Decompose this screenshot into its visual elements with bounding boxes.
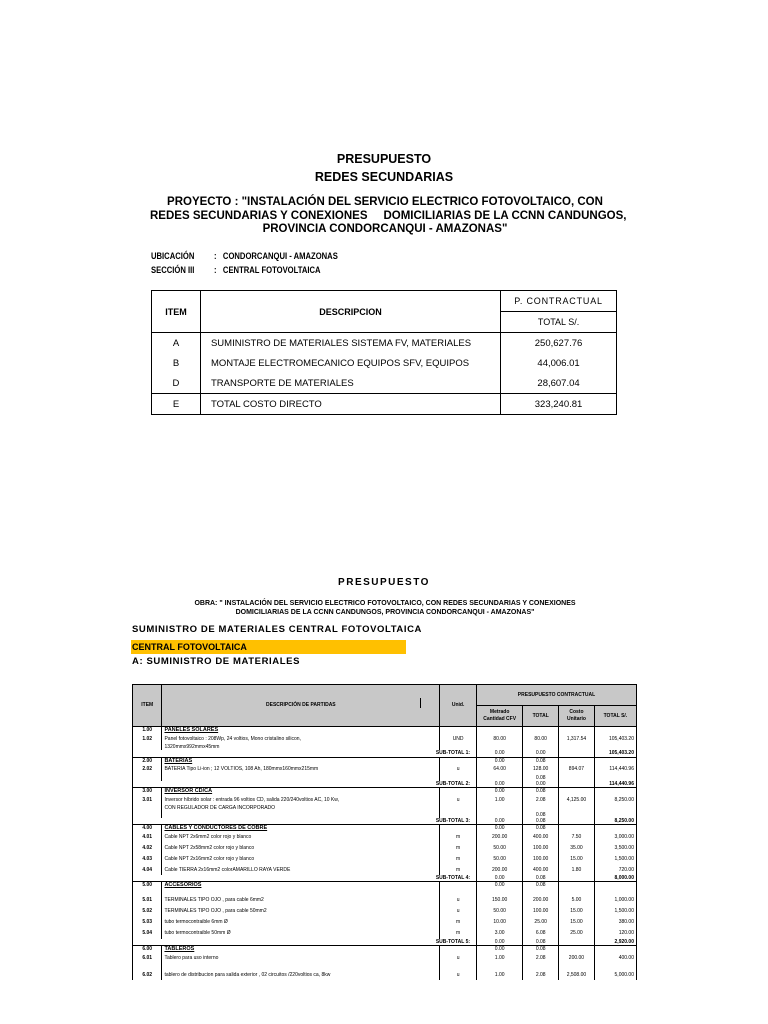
cell-metrado: 0.00 [477, 946, 523, 953]
h-unid: Unid. [440, 685, 477, 727]
table-row [133, 864, 637, 875]
cell-totals: 114,440.96 [594, 764, 636, 775]
cell-unid: u [440, 969, 477, 980]
cell-totals: 120.00 [594, 928, 636, 939]
table-row [133, 928, 637, 939]
subtotal-label: SUB-TOTAL 1: [133, 750, 477, 757]
cell-unid: u [440, 952, 477, 963]
cell-item: 3.00 [133, 788, 162, 795]
cell-desc: tubo termocontraible 6mm Ø [162, 917, 440, 928]
subtotal-label: SUB-TOTAL 3: [133, 818, 477, 825]
cell-total: 2.08 [523, 794, 559, 805]
cell-costo [559, 875, 595, 882]
cell-item: 4.00 [133, 825, 162, 832]
cell-totals: 720.00 [594, 864, 636, 875]
section-header: SUMINISTRO DE MATERIALES CENTRAL FOTOVOLTAICA [132, 624, 423, 635]
project-line-1: PROYECTO : "INSTALACIÓN DEL SERVICIO ELECTRICO FOTOVOLTAICO, CON [167, 196, 603, 208]
cell-total: 0.00 [523, 750, 559, 757]
cell-desc: Inversor híbrido solar : entrada 96 voltios CD, salida 220/240voltios AC, 10 Kw, [162, 794, 440, 805]
cell-item: 5.02 [133, 906, 162, 917]
table-row [133, 969, 637, 980]
cell-costo [559, 781, 595, 788]
cell-costo [559, 757, 595, 764]
cell-item: 5.00 [133, 882, 162, 889]
cell-total: 0.08 [523, 775, 559, 781]
table-row [152, 333, 617, 354]
subtotal-label: SUB-TOTAL 2: [133, 781, 477, 788]
cell-totals: 5,000.00 [594, 969, 636, 980]
cell-total: 200.00 [523, 895, 559, 906]
table-row [133, 733, 637, 744]
cell-item: 5.04 [133, 928, 162, 939]
h-desc-label: DESCRIPCIÓN DE PARTIDAS [266, 702, 336, 709]
cell-totals [594, 882, 636, 889]
ubicacion-value: : CONDORCANQUI - AMAZONAS [214, 251, 338, 261]
cell-metrado: 0.00 [477, 781, 523, 788]
h-metrado: Metrado Cantidad CFV [477, 706, 523, 727]
cell-desc: BATERIA Tipo Li-ion ; 12 VOLTIOS, 108 Ah, 180mmx160mmx215mm [162, 764, 440, 775]
cell-item: 4.02 [133, 842, 162, 853]
cell-totals [594, 825, 636, 832]
cell-total: 100.00 [523, 853, 559, 864]
cell-desc: Tablero para uso interno [162, 952, 440, 963]
table-row [152, 373, 617, 394]
row-total: 44,006.01 [501, 353, 617, 373]
cell-costo: 1,317.54 [559, 733, 595, 744]
cell-desc: CON REGULADOR DE CARGA INCORPORADO [162, 805, 440, 811]
table-row [133, 895, 637, 906]
col-pc-header: P. CONTRACTUAL [501, 291, 617, 312]
table-row [133, 831, 637, 842]
table-row [133, 853, 637, 864]
cell-total: 80.00 [523, 733, 559, 744]
cell-item: 4.04 [133, 864, 162, 875]
project-line-2: REDES SECUNDARIAS Y CONEXIONES DOMICILIARIAS DE LA CCNN CANDUNGOS, [150, 209, 627, 222]
table-row [133, 842, 637, 853]
cell-unid [440, 788, 477, 795]
cell-unid: u [440, 764, 477, 775]
cell-costo: 4,125.00 [559, 794, 595, 805]
cell-metrado: 64.00 [477, 764, 523, 775]
cell-costo: 15.00 [559, 853, 595, 864]
cell-item: 5.03 [133, 917, 162, 928]
row-item: D [152, 373, 201, 394]
cell-total: 0.08 [523, 812, 559, 818]
cell-total: 100.00 [523, 842, 559, 853]
cell-total: 0.08 [523, 875, 559, 882]
cell-costo [559, 882, 595, 889]
cell-total: 0.08 [523, 946, 559, 953]
row-desc: TRANSPORTE DE MATERIALES [200, 373, 500, 394]
cell-item: 1.00 [133, 727, 162, 734]
cell-costo [559, 727, 595, 734]
cell-total: 0.08 [523, 825, 559, 832]
table-row [152, 353, 617, 373]
summary-subtitle: REDES SECUNDARIAS [314, 170, 454, 184]
cell-total [523, 727, 559, 734]
section-row [133, 727, 637, 734]
cell-metrado: 0.00 [477, 882, 523, 889]
cell-unid: m [440, 864, 477, 875]
cell-item: 1.02 [133, 733, 162, 744]
subtotal-row [133, 781, 637, 788]
cell-total: 6.08 [523, 928, 559, 939]
summary-title: PRESUPUESTO [336, 152, 432, 166]
cell-costo [559, 825, 595, 832]
cell-totals [594, 727, 636, 734]
cell-metrado: 50.00 [477, 906, 523, 917]
highlight-label: CENTRAL FOTOVOLTAICA [132, 642, 247, 652]
cell-costo: 35.00 [559, 842, 595, 853]
row-desc: MONTAJE ELECTROMECANICO EQUIPOS SFV, EQUIPOS [200, 353, 500, 373]
cell-unid [440, 727, 477, 734]
obra-line-2: DOMICILIARIAS DE LA CCNN CANDUNGOS, PROVINCIA CONDORCANQUI - AMAZONAS" [235, 609, 535, 616]
row-desc: TOTAL COSTO DIRECTO [200, 394, 500, 415]
section-row [133, 946, 637, 953]
cell-unid: m [440, 928, 477, 939]
cell-desc: Cable NPT 2x16mm2 color rojo y blanco [162, 853, 440, 864]
project-description [150, 196, 627, 237]
subtotal-row [133, 939, 637, 946]
h-desc [162, 685, 440, 727]
cell-metrado: 50.00 [477, 853, 523, 864]
table-row [133, 952, 637, 963]
cell-unid: u [440, 794, 477, 805]
table-row [133, 917, 637, 928]
row-total: 250,627.76 [501, 333, 617, 354]
cell-item: 4.03 [133, 853, 162, 864]
cell-costo: 15.00 [559, 917, 595, 928]
cell-totals: 1,500.00 [594, 906, 636, 917]
cell-desc: ACCESORIOS [162, 882, 440, 889]
cell-metrado: 0.00 [477, 788, 523, 795]
row-total: 323,240.81 [501, 394, 617, 415]
cell-totals: 3,000.00 [594, 831, 636, 842]
cell-totals [594, 757, 636, 764]
h-costo: Costo Unitario [559, 706, 595, 727]
cell-totals: 1,500.00 [594, 853, 636, 864]
cell-unid: m [440, 853, 477, 864]
row-item: B [152, 353, 201, 373]
cell-total: 400.00 [523, 864, 559, 875]
table-row [152, 394, 617, 415]
row-item: A [152, 333, 201, 354]
cell-costo: 2,508.00 [559, 969, 595, 980]
cell-total: 100.00 [523, 906, 559, 917]
cell-unid [440, 757, 477, 764]
cell-metrado: 0.00 [477, 875, 523, 882]
cell-desc: BATERIAS [162, 757, 440, 764]
cell-totals: 8,250.00 [594, 794, 636, 805]
cell-totals: 3,500.00 [594, 842, 636, 853]
subtotal-row [133, 875, 637, 882]
cell-costo: 5.00 [559, 895, 595, 906]
obra-description [150, 599, 620, 617]
cell-costo [559, 818, 595, 825]
cell-totals: 380.00 [594, 917, 636, 928]
row-desc: SUMINISTRO DE MATERIALES SISTEMA FV, MATERIALES [200, 333, 500, 354]
detail-table [132, 684, 637, 980]
cell-metrado: 0.00 [477, 750, 523, 757]
subtotal-label: SUB-TOTAL 4: [133, 875, 477, 882]
cell-desc: TABLEROS [162, 946, 440, 953]
cell-costo [559, 946, 595, 953]
cell-item: 2.02 [133, 764, 162, 775]
cell-unid [440, 946, 477, 953]
cell-metrado: 0.00 [477, 757, 523, 764]
cell-desc: 1320mmx992mmx45mm [162, 744, 440, 750]
cell-total: 2.08 [523, 952, 559, 963]
cell-costo: 1.80 [559, 864, 595, 875]
cell-metrado: 0.00 [477, 939, 523, 946]
cell-costo [559, 750, 595, 757]
cell-metrado: 1.00 [477, 794, 523, 805]
cell-costo [559, 788, 595, 795]
cell-unid: u [440, 906, 477, 917]
cell-item: 3.01 [133, 794, 162, 805]
cell-totals: 114,440.96 [594, 781, 636, 788]
subtotal-row [133, 750, 637, 757]
subtotal-label: SUB-TOTAL 5: [133, 939, 477, 946]
cell-total: 2.08 [523, 969, 559, 980]
detail-title: PRESUPUESTO [338, 577, 430, 588]
section-row [133, 788, 637, 795]
cell-costo: 894.07 [559, 764, 595, 775]
h-totals: TOTAL S/. [594, 706, 636, 727]
cell-desc: TERMINALES TIPO OJO , para cable 50mm2 [162, 906, 440, 917]
cell-costo: 200.00 [559, 952, 595, 963]
section-row [133, 882, 637, 889]
cell-desc: tablero de distribucion para salida exterior , 02 circuitos /220voltios ca, 8kw [162, 969, 440, 980]
cell-costo: 25.00 [559, 928, 595, 939]
cell-metrado: 0.00 [477, 825, 523, 832]
h-pc: PRESUPUESTO CONTRACTUAL [477, 685, 637, 706]
subtotal-row [133, 818, 637, 825]
summary-title-block [0, 150, 768, 186]
section-row [133, 825, 637, 832]
cell-totals: 105,403.20 [594, 733, 636, 744]
cell-total: 0.08 [523, 939, 559, 946]
cell-desc: tubo termocontraible 50mm Ø [162, 928, 440, 939]
cell-desc: Panel fotovoltaico : 208Wp, 24 voltios, Mono cristalino silicon, [162, 733, 440, 744]
cell-metrado [477, 727, 523, 734]
table-row [133, 906, 637, 917]
cell-metrado: 10.00 [477, 917, 523, 928]
cell-unid: m [440, 831, 477, 842]
cell-metrado: 0.00 [477, 818, 523, 825]
cell-totals: 8,000.00 [594, 875, 636, 882]
cell-totals [594, 946, 636, 953]
sub-header: A: SUMINISTRO DE MATERIALES [132, 656, 301, 667]
cell-desc: Cable TIERRA 2x16mm2 colorAMARILLO RAYA VERDE [162, 864, 440, 875]
cell-total: 25.00 [523, 917, 559, 928]
cell-costo: 15.00 [559, 906, 595, 917]
seccion-value: : CENTRAL FOTOVOLTAICA [214, 265, 321, 275]
detail-body [133, 727, 637, 981]
cell-unid: UND [440, 733, 477, 744]
table-row [133, 794, 637, 805]
cell-costo: 7.50 [559, 831, 595, 842]
cell-metrado: 3.00 [477, 928, 523, 939]
cell-item: 4.01 [133, 831, 162, 842]
cell-item: 6.02 [133, 969, 162, 980]
cursor-mark [420, 698, 421, 708]
h-total: TOTAL [523, 706, 559, 727]
cell-desc: PANELES SOLARES [162, 727, 440, 734]
summary-table [151, 290, 617, 415]
cell-metrado: 200.00 [477, 831, 523, 842]
cell-totals: 1,000.00 [594, 895, 636, 906]
cell-costo [559, 939, 595, 946]
col-item-header: ITEM [152, 291, 201, 333]
cell-total: 400.00 [523, 831, 559, 842]
cell-unid: u [440, 895, 477, 906]
cell-metrado: 1.00 [477, 969, 523, 980]
cell-item: 5.01 [133, 895, 162, 906]
cell-metrado: 1.00 [477, 952, 523, 963]
cell-total: 0.08 [523, 818, 559, 825]
row-item: E [152, 394, 201, 415]
col-total-header: TOTAL S/. [501, 312, 617, 333]
cell-desc: INVERSOR CD/CA [162, 788, 440, 795]
cell-totals: 105,403.20 [594, 750, 636, 757]
cell-desc: CABLES Y CONDUCTORES DE COBRE [162, 825, 440, 832]
ubicacion-label: UBICACIÓN [151, 251, 195, 261]
col-desc-header: DESCRIPCION [200, 291, 500, 333]
project-line-3: PROVINCIA CONDORCANQUI - AMAZONAS" [262, 223, 508, 235]
section-row [133, 757, 637, 764]
cell-total: 0.08 [523, 757, 559, 764]
cell-metrado: 80.00 [477, 733, 523, 744]
cell-total: 0.08 [523, 788, 559, 795]
h-item: ITEM [133, 685, 162, 727]
cell-unid [440, 825, 477, 832]
seccion-label: SECCIÓN III [151, 265, 195, 275]
cell-metrado: 50.00 [477, 842, 523, 853]
cell-item: 6.01 [133, 952, 162, 963]
obra-line-1: OBRA: " INSTALACIÓN DEL SERVICIO ELECTRICO FOTOVOLTAICO, CON REDES SECUNDARIAS Y CONEXIONES [194, 600, 576, 607]
table-row [133, 764, 637, 775]
cell-item: 6.00 [133, 946, 162, 953]
cell-desc: TERMINALES TIPO OJO , para cable 6mm2 [162, 895, 440, 906]
cell-desc: Cable NPT 2x58mm2 color rojo y blanco [162, 842, 440, 853]
cell-total: 0.08 [523, 882, 559, 889]
cell-totals [594, 788, 636, 795]
cell-metrado: 200.00 [477, 864, 523, 875]
cell-total: 0.00 [523, 781, 559, 788]
cell-totals: 400.00 [594, 952, 636, 963]
cell-item: 2.00 [133, 757, 162, 764]
cell-totals: 2,920.00 [594, 939, 636, 946]
cell-unid: m [440, 842, 477, 853]
cell-unid: m [440, 917, 477, 928]
row-total: 28,607.04 [501, 373, 617, 394]
cell-unid [440, 882, 477, 889]
cell-desc: Cable NPT 2x6mm2 color rojo y blanco [162, 831, 440, 842]
cell-total: 128.00 [523, 764, 559, 775]
cell-metrado: 150.00 [477, 895, 523, 906]
cell-totals: 8,250.00 [594, 818, 636, 825]
